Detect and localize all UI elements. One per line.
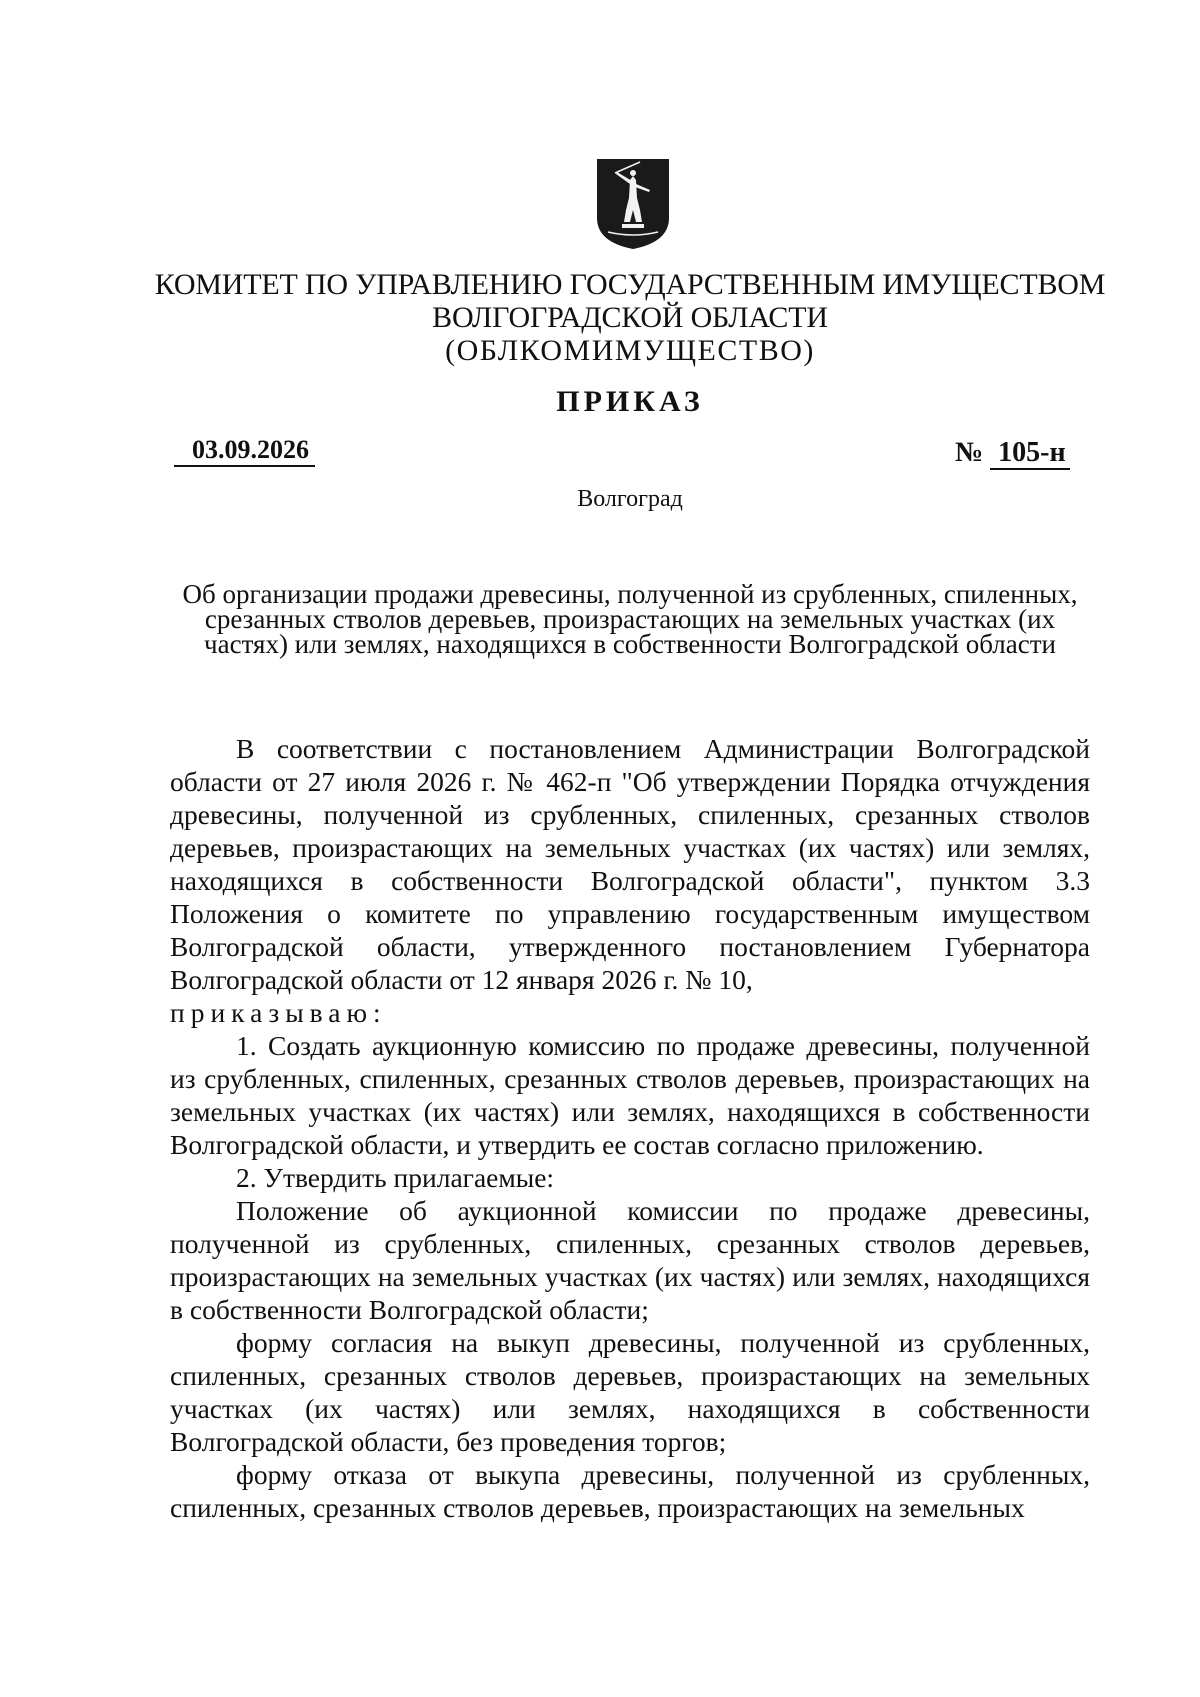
document-number-value: 105-н — [990, 437, 1069, 470]
organization-name-line-1: КОМИТЕТ ПО УПРАВЛЕНИЮ ГОСУДАРСТВЕННЫМ ИМУЩЕСТВОМ — [154, 268, 1106, 301]
document-number — [955, 437, 1070, 469]
item-2c-paragraph: форму отказа от выкупа древесины, полученной из срубленных, спиленных, срезанных стволов деревьев, произрастающих на земельных — [170, 1459, 1090, 1523]
document-title: Об организации продажи древесины, полученной из срубленных, спиленных, срезанных стволов деревьев, произрастающих на земельных участках (их частях) или землях, находящихся в собственности Волгоградской области — [182, 579, 1078, 659]
document-body — [170, 732, 1090, 1524]
item-1-paragraph: 1. Создать аукционную комиссию по продаже древесины, полученной из срубленных, спиленных, срезанных стволов деревьев, произрастающих на земельных участках (их частях) или землях, находящихся в собственности Волгоградской области, и утвердить ее состав согласно приложению. — [170, 1030, 1090, 1160]
item-2b-paragraph: форму согласия на выкуп древесины, полученной из срубленных, спиленных, срезанных стволов деревьев, произрастающих на земельных участках (их частях) или землях, находящихся в собственности Волгоградской области, без проведения торгов; — [170, 1327, 1090, 1457]
preamble-paragraph: В соответствии с постановлением Администрации Волгоградской области от 27 июля 2026 г. № 462-п "Об утверждении Порядка отчуждения древесины, полученной из срубленных, спиленных, срезанных стволов деревьев, произрастающих на земельных участках (их частях) или землях, находящихся в собственности Волгоградской области", пунктом 3.3 Положения о комитете по управлению государственным имуществом Волгоградской области, утвержденного постановлением Губернатора Волгоградской области от 12 января 2026 г. № 10, — [170, 733, 1090, 995]
document-type: ПРИКАЗ — [556, 385, 704, 418]
number-sign: № — [955, 437, 984, 468]
organization-name-line-2: ВОЛГОГРАДСКОЙ ОБЛАСТИ — [432, 301, 828, 334]
item-2a-paragraph: Положение об аукционной комиссии по продаже древесины, полученной из срубленных, спиленных, срезанных стволов деревьев, произрастающих на земельных участках (их частях) или землях, находящихся в собственности Волгоградской области; — [170, 1195, 1090, 1325]
organization-name — [100, 268, 1160, 367]
order-word: приказываю: — [170, 997, 387, 1028]
coat-of-arms-emblem — [596, 158, 670, 250]
item-2-paragraph: 2. Утвердить прилагаемые: — [236, 1162, 555, 1193]
organization-abbreviation: (ОБЛКОМИМУЩЕСТВО) — [445, 334, 815, 367]
document-date: 03.09.2026 — [174, 435, 315, 467]
issue-city: Волгоград — [577, 486, 683, 512]
